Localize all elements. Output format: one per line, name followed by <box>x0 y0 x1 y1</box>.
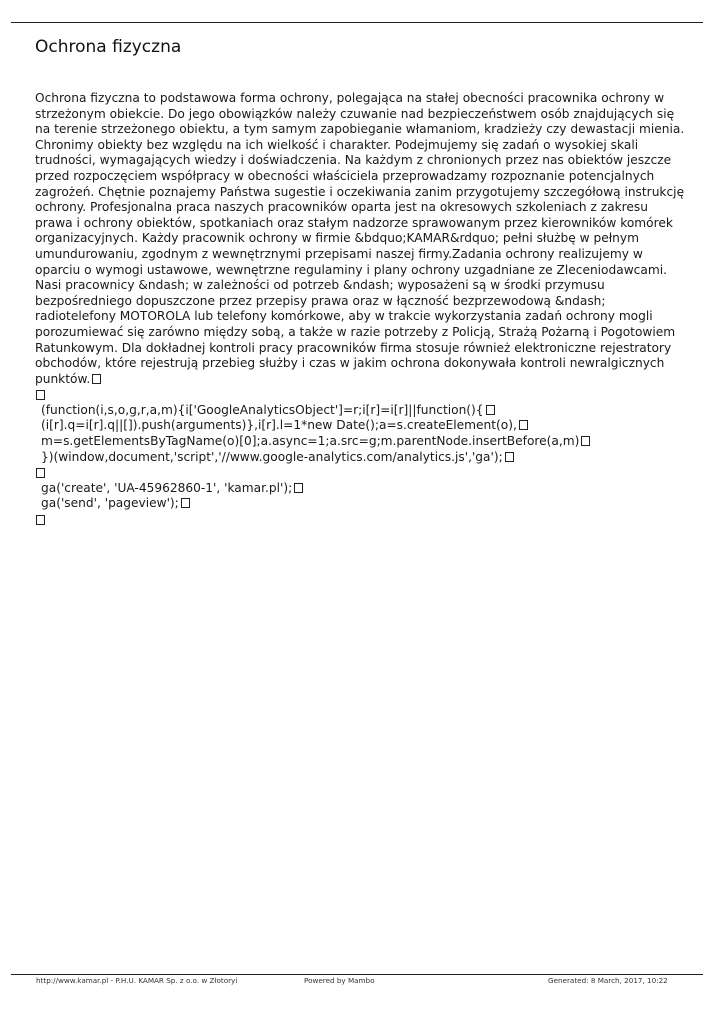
missing-glyph-icon <box>519 420 528 430</box>
code-line: ga('create', 'UA-45962860-1', 'kamar.pl'); <box>41 481 685 497</box>
article-text: Ochrona fizyczna to podstawowa forma ochrony, polegająca na stałej obecności pracownika ochrony w strzeżonym obiekcie. Do jego obowiązków należy czuwanie nad bezpieczeństwem osób znajdujących się na terenie strzeżonego obiektu, a tym samym zapobieganie włamaniom, kradzieży czy dewastacji mienia. Chronimy obiekty bez względu na ich wielkość i charakter. Podejmujemy się zadań o wysokiej skali trudności, wymagających wiedzy i doświadczenia. Na każdym z chronionych przez nas obiektów jeszcze przed rozpoczęciem współpracy w obecności właściciela przeprowadzamy rozpoznanie potencjalnych zagrożeń. Chętnie poznajemy Państwa sugestie i oczekiwania zanim przygotujemy szczegółową instrukcję ochrony. Profesjonalna praca naszych pracowników oparta jest na okresowych szkoleniach z zakresu prawa i ochrony obiektów, spotkaniach oraz stałym nadzorze sprawowanym przez kierowników komórek organizacyjnych. Każdy pracownik ochrony w firmie &bdquo;KAMAR&rdquo; pełni służbę w pełnym umundurowaniu, zgodnym z wewnętrznymi przepisami naszej firmy.Zadania ochrony realizujemy w oparciu o wymogi ustawowe, wewnętrzne regulaminy i plany ochrony uzgadniane ze Zleceniodawcami. Nasi pracownicy &ndash; w zależności od potrzeb &ndash; wyposażeni są w środki przymusu bezpośredniego dopuszczone przez przepisy prawa oraz w łączność bezprzewodową &ndash; radiotelefony MOTOROLA lub telefony komórkowe, aby w trakcie wykorzystania zadań ochrony mogli porozumiewać się zarówno między sobą, a także w razie potrzeby z Policją, Strażą Pożarną i Pogotowiem Ratunkowym. Dla dokładnej kontroli pracy pracowników firma stosuje również elektroniczne rejestratory obchodów, które rejestrują przebieg służby i czas w jakim ochrona dokonywała kontroli newralgicznych punktów. <box>35 91 685 386</box>
page-title: Ochrona fizyczna <box>35 37 182 57</box>
code-line: (i[r].q=i[r].q||[]).push(arguments)},i[r].l=1*new Date();a=s.createElement(o), <box>41 418 685 434</box>
missing-glyph-icon <box>581 436 590 446</box>
code-line: ga('send', 'pageview'); <box>41 496 685 512</box>
code-line: })(window,document,'script','//www.google-analytics.com/analytics.js','ga'); <box>41 450 685 466</box>
header-rule <box>11 22 703 23</box>
footer-rule <box>11 974 703 975</box>
blank-line <box>35 512 685 528</box>
missing-glyph-icon <box>294 483 303 493</box>
article-body <box>35 91 685 528</box>
missing-glyph-icon <box>36 515 45 525</box>
footer-generated-date: Generated: 8 March, 2017, 10:22 <box>548 976 668 985</box>
code-line: m=s.getElementsByTagName(o)[0];a.async=1;a.src=g;m.parentNode.insertBefore(a,m) <box>41 434 685 450</box>
code-line: (function(i,s,o,g,r,a,m){i['GoogleAnalyticsObject']=r;i[r]=i[r]||function(){ <box>41 403 685 419</box>
missing-glyph-icon <box>36 390 45 400</box>
script-code-block <box>35 481 685 512</box>
missing-glyph-icon <box>486 405 495 415</box>
footer-site-info: http://www.kamar.pl - P.H.U. KAMAR Sp. z o.o. w Złotoryi <box>36 976 238 985</box>
missing-glyph-icon <box>36 468 45 478</box>
blank-line <box>35 465 685 481</box>
article-paragraph <box>35 91 685 387</box>
script-code-block <box>35 403 685 465</box>
blank-line <box>35 387 685 403</box>
missing-glyph-icon <box>505 452 514 462</box>
missing-glyph-icon <box>92 374 101 384</box>
missing-glyph-icon <box>181 498 190 508</box>
footer-powered-by: Powered by Mambo <box>304 976 375 985</box>
